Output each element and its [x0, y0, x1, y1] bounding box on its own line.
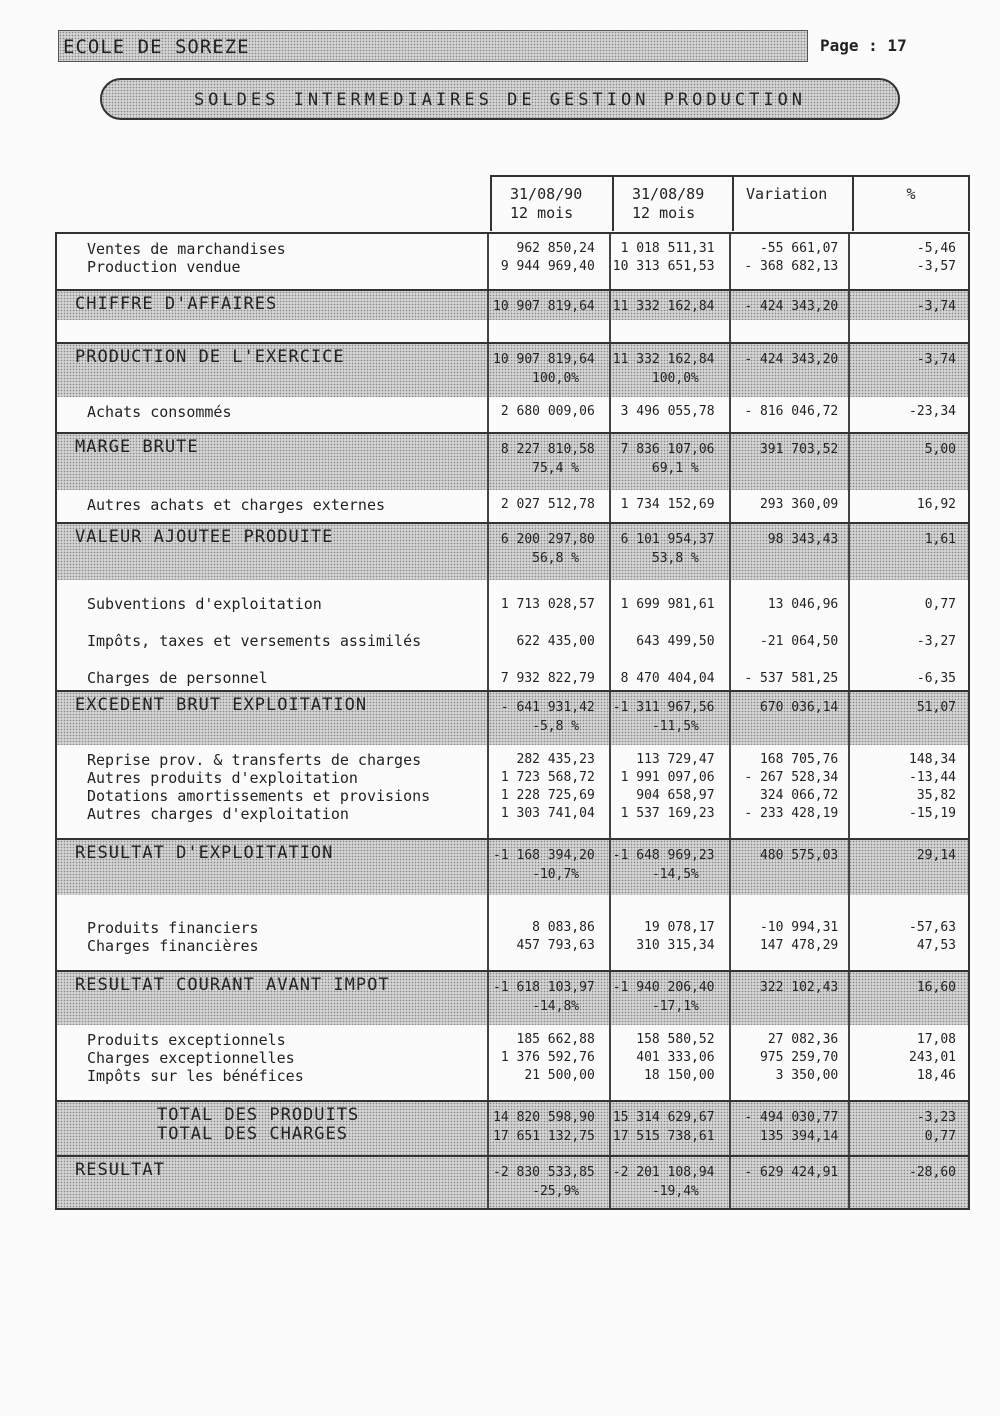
value-1989-cell — [611, 344, 731, 397]
row-label — [57, 972, 489, 1025]
value-1990-value: -1 618 103,97 — [493, 980, 595, 995]
school-name: ECOLE DE SOREZE — [58, 30, 808, 62]
percent-value: 16,60 — [916, 980, 956, 995]
label-text: Subventions d'exploitation — [87, 595, 322, 613]
variation-value: 168 705,76 — [759, 752, 839, 767]
value-1990-cell — [489, 1157, 611, 1208]
value-1989-value: 3 496 055,78 — [620, 404, 715, 419]
value-1990-value: 2 680 009,06 — [500, 404, 595, 419]
value-1990-cell — [489, 291, 611, 320]
percent-value: 5,00 — [924, 442, 956, 457]
value-1989-cell — [611, 234, 731, 289]
variation-cell — [731, 1025, 851, 1100]
label-text: TOTAL DES CHARGES — [157, 1124, 348, 1144]
table-row — [57, 580, 968, 690]
value-1990-cell — [489, 320, 611, 342]
label-text: RESULTAT — [75, 1160, 165, 1180]
variation-value: 3 350,00 — [775, 1068, 839, 1083]
table-row — [57, 320, 968, 342]
variation-value: 147 478,29 — [759, 938, 839, 953]
value-1989-value: 1 991 097,06 — [620, 770, 715, 785]
percent-value: -23,34 — [909, 404, 957, 419]
value-1989-value: 158 580,52 — [636, 1032, 715, 1047]
report-title: SOLDES INTERMEDIAIRES DE GESTION PRODUCTION — [100, 78, 900, 120]
table-row — [57, 745, 968, 838]
variation-value: - 368 682,13 — [744, 259, 839, 274]
label-text: Production vendue — [87, 258, 241, 276]
value-1990-cell — [489, 1102, 611, 1155]
variation-value: - 816 046,72 — [744, 404, 839, 419]
column-headers — [490, 175, 970, 231]
value-1990-cell — [489, 234, 611, 289]
value-1990-value: 1 713 028,57 — [500, 597, 595, 612]
value-1990-value — [489, 901, 595, 919]
variation-cell — [731, 397, 851, 432]
label-text: Ventes de marchandises — [87, 240, 286, 258]
value-1989-value: -11,5% — [651, 719, 715, 734]
row-label — [57, 692, 489, 745]
value-1990-value: 282 435,23 — [516, 752, 595, 767]
variation-value: - 424 343,20 — [744, 299, 839, 314]
value-1989-cell — [611, 524, 731, 580]
variation-cell — [731, 895, 851, 970]
column-header-variation: Variation — [734, 177, 854, 231]
value-1990-cell — [489, 524, 611, 580]
table-row — [57, 1025, 968, 1100]
value-1989-value: -1 648 969,23 — [612, 848, 715, 863]
table-row — [57, 397, 968, 432]
variation-cell — [731, 692, 851, 745]
value-1990-cell — [489, 580, 611, 690]
value-1989-value: 17 515 738,61 — [612, 1129, 715, 1144]
value-1989-value: -2 201 108,94 — [612, 1165, 715, 1180]
percent-value: 51,07 — [916, 700, 956, 715]
label-text: Produits financiers — [87, 919, 259, 937]
row-label — [57, 234, 489, 289]
value-1989-value: 15 314 629,67 — [612, 1110, 715, 1125]
percent-value: -57,63 — [909, 920, 957, 935]
variation-value: -55 661,07 — [759, 241, 839, 256]
value-1990-cell — [489, 692, 611, 745]
value-1989-value: 310 315,34 — [636, 938, 715, 953]
label-text: Achats consommés — [87, 403, 232, 421]
label-text: EXCEDENT BRUT EXPLOITATION — [75, 695, 368, 715]
value-1990-value: -25,9% — [532, 1184, 595, 1199]
label-text: Autres charges d'exploitation — [87, 805, 349, 823]
row-label — [57, 524, 489, 580]
label-text: CHIFFRE D'AFFAIRES — [75, 294, 278, 314]
subtotal-row — [57, 522, 968, 580]
value-1989-cell — [611, 580, 731, 690]
row-label — [57, 1025, 489, 1100]
value-1989-value: 643 499,50 — [636, 634, 715, 649]
row-label — [57, 580, 489, 690]
value-1989-value: 18 150,00 — [644, 1068, 715, 1083]
value-1989-value: -1 311 967,56 — [612, 700, 715, 715]
table-row — [57, 490, 968, 522]
value-1989-value: 11 332 162,84 — [612, 299, 715, 314]
subtotal-row — [57, 690, 968, 745]
label-text: Autres produits d'exploitation — [87, 769, 358, 787]
variation-value: 293 360,09 — [759, 497, 839, 512]
label-text: Charges financières — [87, 937, 259, 955]
value-1990-value: 2 027 512,78 — [500, 497, 595, 512]
row-label — [57, 490, 489, 522]
value-1990-value: 185 662,88 — [516, 1032, 595, 1047]
label-text: Impôts, taxes et versements assimilés — [87, 632, 422, 650]
percent-value: 0,77 — [924, 1129, 956, 1144]
percent-value: -3,23 — [916, 1110, 956, 1125]
value-1989-cell — [611, 972, 731, 1025]
label-text: Autres achats et charges externes — [87, 496, 386, 514]
variation-cell — [731, 1157, 851, 1208]
percent-cell — [850, 1025, 968, 1100]
value-1989-cell — [611, 840, 731, 895]
label-text: Produits exceptionnels — [87, 1031, 286, 1049]
value-1990-cell — [489, 972, 611, 1025]
column-header-percent: % — [906, 185, 916, 203]
percent-cell — [850, 320, 968, 342]
percent-value: 17,08 — [916, 1032, 957, 1047]
value-1989-value: 401 333,06 — [636, 1050, 715, 1065]
row-label — [57, 434, 489, 490]
row-label — [57, 320, 489, 342]
percent-value: 243,01 — [909, 1050, 957, 1065]
variation-value: - 424 343,20 — [744, 352, 839, 367]
percent-value: 0,77 — [924, 597, 957, 612]
variation-value: 13 046,96 — [767, 597, 839, 612]
value-1989-value: 10 313 651,53 — [612, 259, 715, 274]
label-text: RESULTAT COURANT AVANT IMPOT — [75, 975, 390, 995]
value-1990-value: 17 651 132,75 — [493, 1129, 595, 1144]
subtotal-row — [57, 1155, 968, 1208]
percent-cell — [850, 344, 968, 397]
percent-value: 1,61 — [924, 532, 956, 547]
percent-value: 29,14 — [916, 848, 956, 863]
value-1990-value: 1 723 568,72 — [500, 770, 595, 785]
value-1989-value: 113 729,47 — [636, 752, 715, 767]
value-1989-cell — [611, 397, 731, 432]
value-1990-value: 21 500,00 — [524, 1068, 595, 1083]
value-1989-value — [611, 901, 715, 919]
variation-cell — [731, 745, 851, 838]
variation-value: - 233 428,19 — [744, 806, 839, 821]
label-text: Charges de personnel — [87, 669, 268, 687]
sig-table — [55, 232, 970, 1210]
subtotal-row — [57, 970, 968, 1025]
value-1990-value: -5,8 % — [532, 719, 595, 734]
value-1990-value: 56,8 % — [532, 551, 595, 566]
table-row — [57, 895, 968, 970]
value-1990-cell — [489, 1025, 611, 1100]
percent-value: -5,46 — [916, 241, 957, 256]
column-header-1989: 31/08/89 12 mois — [614, 177, 734, 231]
value-1990-value: 1 376 592,76 — [500, 1050, 595, 1065]
variation-value: - 629 424,91 — [744, 1165, 839, 1180]
percent-cell — [850, 397, 968, 432]
value-1989-value: 6 101 954,37 — [620, 532, 715, 547]
value-1989-value: 1 734 152,69 — [620, 497, 715, 512]
variation-value: 135 394,14 — [760, 1129, 839, 1144]
subtotal-row — [57, 289, 968, 320]
percent-value: -15,19 — [909, 806, 957, 821]
label-text: Charges exceptionnelles — [87, 1049, 295, 1067]
percent-value: -28,60 — [909, 1165, 956, 1180]
percent-value: -6,35 — [916, 671, 957, 686]
value-1989-value: -19,4% — [651, 1184, 715, 1199]
variation-cell — [731, 344, 851, 397]
variation-cell — [731, 490, 851, 522]
percent-cell — [850, 692, 968, 745]
value-1990-cell — [489, 344, 611, 397]
percent-cell — [850, 972, 968, 1025]
variation-cell — [731, 234, 851, 289]
value-1990-value: -1 168 394,20 — [493, 848, 595, 863]
value-1989-value: -17,1% — [651, 999, 715, 1014]
variation-value: 98 343,43 — [767, 532, 839, 547]
percent-cell — [850, 434, 968, 490]
subtotal-row — [57, 432, 968, 490]
percent-value: 35,82 — [916, 788, 957, 803]
value-1990-value: 100,0% — [532, 371, 595, 386]
percent-value: 47,53 — [916, 938, 957, 953]
value-1989-value: 69,1 % — [651, 461, 715, 476]
percent-cell — [850, 745, 968, 838]
variation-value: 670 036,14 — [759, 700, 839, 715]
table-row — [57, 234, 968, 289]
percent-value: 148,34 — [909, 752, 957, 767]
value-1990-value: 457 793,63 — [516, 938, 595, 953]
value-1989-value: 19 078,17 — [644, 920, 715, 935]
value-1990-value: - 641 931,42 — [500, 700, 595, 715]
value-1990-cell — [489, 397, 611, 432]
variation-value: - 494 030,77 — [744, 1110, 839, 1125]
variation-value: 480 575,03 — [759, 848, 839, 863]
variation-value: - 267 528,34 — [744, 770, 839, 785]
row-label — [57, 840, 489, 895]
value-1990-cell — [489, 895, 611, 970]
value-1990-value: -2 830 533,85 — [493, 1165, 595, 1180]
variation-value: 322 102,43 — [759, 980, 839, 995]
variation-value: 391 703,52 — [759, 442, 839, 457]
variation-cell — [731, 1102, 851, 1155]
value-1989-cell — [611, 490, 731, 522]
value-1989-cell — [611, 1102, 731, 1155]
value-1989-value: 1 699 981,61 — [620, 597, 715, 612]
value-1990-value: 8 227 810,58 — [500, 442, 595, 457]
variation-value: - 537 581,25 — [744, 671, 839, 686]
variation-value: 324 066,72 — [759, 788, 839, 803]
value-1989-cell — [611, 434, 731, 490]
value-1990-value: 9 944 969,40 — [500, 259, 595, 274]
value-1989-cell — [611, 1157, 731, 1208]
percent-cell — [850, 234, 968, 289]
variation-cell — [731, 972, 851, 1025]
variation-cell — [731, 434, 851, 490]
label-text: VALEUR AJOUTEE PRODUITE — [75, 527, 334, 547]
value-1989-cell — [611, 692, 731, 745]
label-text: TOTAL DES PRODUITS — [157, 1105, 360, 1125]
value-1990-cell — [489, 490, 611, 522]
subtotal-row — [57, 838, 968, 895]
variation-value: 975 259,70 — [759, 1050, 839, 1065]
value-1990-value: 962 850,24 — [516, 241, 595, 256]
variation-cell — [731, 291, 851, 320]
percent-cell — [850, 895, 968, 970]
value-1990-value: 10 907 819,64 — [493, 299, 595, 314]
percent-value: -3,74 — [916, 299, 956, 314]
label-text: PRODUCTION DE L'EXERCICE — [75, 347, 345, 367]
value-1989-value: 11 332 162,84 — [612, 352, 715, 367]
row-label — [57, 895, 489, 970]
percent-value: 16,92 — [916, 497, 957, 512]
value-1990-value: -10,7% — [532, 867, 595, 882]
value-1990-value: 1 303 741,04 — [500, 806, 595, 821]
label-text: MARGE BRUTE — [75, 437, 199, 457]
percent-cell — [850, 1157, 968, 1208]
variation-value: 27 082,36 — [767, 1032, 839, 1047]
value-1989-value: 1 018 511,31 — [620, 241, 715, 256]
value-1989-value: 8 470 404,04 — [620, 671, 715, 686]
row-label — [57, 1102, 489, 1155]
row-label — [57, 1157, 489, 1208]
variation-cell — [731, 580, 851, 690]
percent-cell — [850, 840, 968, 895]
value-1990-value: 7 932 822,79 — [500, 671, 595, 686]
value-1989-cell — [611, 745, 731, 838]
value-1989-value: 100,0% — [651, 371, 715, 386]
variation-cell — [731, 524, 851, 580]
value-1990-cell — [489, 434, 611, 490]
row-label — [57, 745, 489, 838]
percent-value — [850, 901, 956, 919]
variation-cell — [731, 840, 851, 895]
value-1990-cell — [489, 840, 611, 895]
percent-cell — [850, 490, 968, 522]
row-label — [57, 397, 489, 432]
percent-value: 18,46 — [916, 1068, 957, 1083]
value-1989-value: 53,8 % — [651, 551, 715, 566]
percent-cell — [850, 1102, 968, 1155]
variation-value — [731, 901, 839, 919]
percent-value: -3,57 — [916, 259, 957, 274]
value-1989-value: -1 940 206,40 — [612, 980, 715, 995]
value-1990-value: -14,8% — [532, 999, 595, 1014]
variation-cell — [731, 320, 851, 342]
value-1989-value: 904 658,97 — [636, 788, 715, 803]
value-1990-cell — [489, 745, 611, 838]
value-1989-cell — [611, 320, 731, 342]
subtotal-row — [57, 1100, 968, 1155]
value-1990-value: 8 083,86 — [532, 920, 595, 935]
row-label — [57, 291, 489, 320]
value-1989-value: -14,5% — [651, 867, 715, 882]
value-1989-cell — [611, 1025, 731, 1100]
subtotal-row — [57, 342, 968, 397]
label-text: Dotations amortissements et provisions — [87, 787, 431, 805]
value-1990-value: 6 200 297,80 — [500, 532, 595, 547]
percent-value: -3,74 — [916, 352, 956, 367]
label-text: RESULTAT D'EXPLOITATION — [75, 843, 334, 863]
row-label — [57, 344, 489, 397]
label-text: Reprise prov. & transferts de charges — [87, 751, 422, 769]
value-1989-cell — [611, 291, 731, 320]
variation-value: -21 064,50 — [759, 634, 839, 649]
value-1990-value: 75,4 % — [532, 461, 595, 476]
value-1990-value: 1 228 725,69 — [500, 788, 595, 803]
value-1990-value: 10 907 819,64 — [493, 352, 595, 367]
percent-value: -13,44 — [909, 770, 957, 785]
variation-value: -10 994,31 — [759, 920, 839, 935]
percent-cell — [850, 580, 968, 690]
label-text — [87, 901, 487, 919]
page-number: Page : 17 — [820, 36, 907, 55]
label-text: Impôts sur les bénéfices — [87, 1067, 304, 1085]
value-1989-cell — [611, 895, 731, 970]
column-header-1990: 31/08/90 12 mois — [492, 177, 614, 231]
percent-value: -3,27 — [916, 634, 957, 649]
value-1989-value: 1 537 169,23 — [620, 806, 715, 821]
value-1990-value: 622 435,00 — [516, 634, 595, 649]
percent-cell — [850, 524, 968, 580]
value-1990-value: 14 820 598,90 — [493, 1110, 595, 1125]
percent-cell — [850, 291, 968, 320]
value-1989-value: 7 836 107,06 — [620, 442, 715, 457]
